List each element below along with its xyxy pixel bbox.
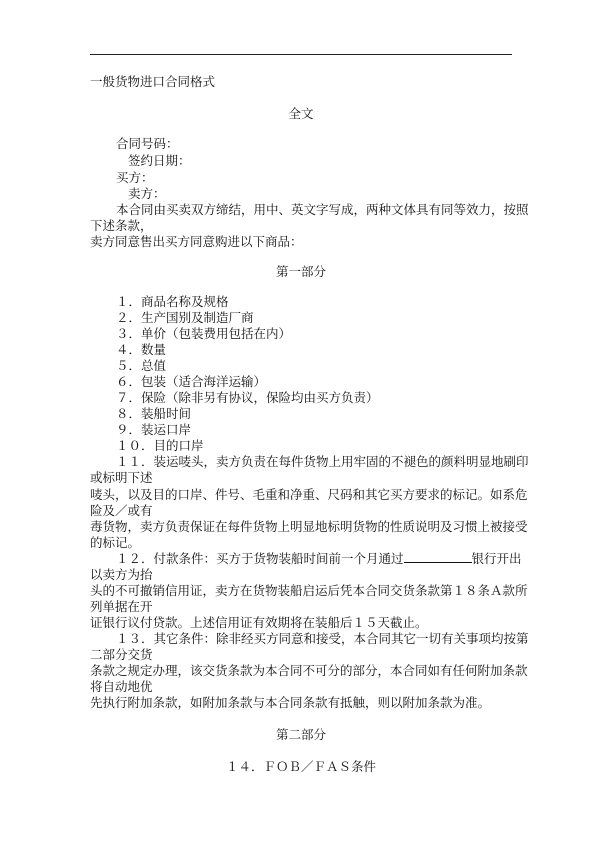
clause-13-line: 二部分交货 bbox=[90, 647, 153, 662]
list-item: ４．数量 bbox=[116, 342, 167, 357]
clause-11-line: 险及／或有 bbox=[90, 503, 153, 518]
list-item: ５．总值 bbox=[116, 358, 167, 373]
list-item: ８．装船时间 bbox=[116, 406, 192, 421]
list-item: ３．单价（包装费用包括在内） bbox=[116, 326, 292, 341]
clause-12-first-line bbox=[116, 551, 522, 567]
clause-13-line: 条款之规定办理，该交货条款为本合同不可分的部分，本合同如有任何附加条款 bbox=[90, 663, 528, 678]
clause-11-line: １１．装运唛头，卖方负责在每件货物上用牢固的不褪色的颜料明显地刷印 bbox=[116, 454, 529, 469]
clause-12-text: 银行开出 bbox=[471, 551, 522, 566]
seller-field: 卖方： bbox=[128, 186, 166, 201]
list-item: ６．包装（适合海洋运输） bbox=[116, 374, 267, 389]
part-one-heading: 第一部分 bbox=[275, 264, 326, 279]
intro-line: 本合同由买卖双方缔结，用中、英文字写成，两种文体具有同等效力，按照 bbox=[116, 202, 529, 217]
intro-line: 卖方同意售出买方同意购进以下商品： bbox=[90, 234, 303, 249]
top-divider bbox=[90, 54, 512, 55]
clause-11-line: 的标记。 bbox=[90, 535, 141, 550]
clause-11-line: 毒货物，卖方负责保证在每件货物上明显地标明货物的性质说明及习惯上被接受 bbox=[90, 519, 528, 534]
fulltext-heading: 全文 bbox=[288, 106, 314, 121]
part-two-heading: 第二部分 bbox=[275, 727, 326, 742]
clause-11-line: 唛头，以及目的口岸、件号、毛重和净重、尺码和其它买方要求的标记。如系危 bbox=[90, 487, 528, 502]
clause-13-line: １３．其它条件：除非经买方同意和接受，本合同其它一切有关事项均按第 bbox=[116, 631, 529, 646]
clause-12-line: 证银行议付贷款。上述信用证有效期将在装船后１５天截止。 bbox=[90, 615, 428, 630]
bank-name-blank bbox=[404, 551, 472, 563]
list-item: ２．生产国别及制造厂商 bbox=[116, 310, 254, 325]
list-item: １０．目的口岸 bbox=[116, 438, 204, 453]
intro-line: 下述条款， bbox=[90, 218, 153, 233]
document-title: 一般货物进口合同格式 bbox=[90, 74, 216, 89]
clause-12-text: １２．付款条件：买方于货物装船时间前一个月通过 bbox=[116, 551, 404, 566]
clause-11-line: 或标明下述 bbox=[90, 470, 153, 485]
clause-12-line: 以卖方为抬 bbox=[90, 567, 153, 582]
clause-12-line: 列单据在开 bbox=[90, 599, 153, 614]
sign-date-field: 签约日期： bbox=[128, 153, 191, 168]
list-item: １．商品名称及规格 bbox=[116, 294, 229, 309]
list-item: ７．保险（除非另有协议，保险均由买方负责） bbox=[116, 390, 379, 405]
buyer-field: 买方： bbox=[116, 170, 154, 185]
clause-14-heading: １４．ＦＯＢ／ＦＡＳ条件 bbox=[225, 759, 376, 774]
clause-13-line: 先执行附加条款，如附加条款与本合同条款有抵触，则以附加条款为准。 bbox=[90, 695, 491, 710]
list-item: ９．装运口岸 bbox=[116, 422, 192, 437]
clause-12-line: 头的不可撤销信用证，卖方在货物装船启运后凭本合同交货条款第１８条Ａ款所 bbox=[90, 583, 528, 598]
contract-number-field: 合同号码： bbox=[116, 136, 179, 151]
clause-13-line: 将自动地优 bbox=[90, 679, 153, 694]
